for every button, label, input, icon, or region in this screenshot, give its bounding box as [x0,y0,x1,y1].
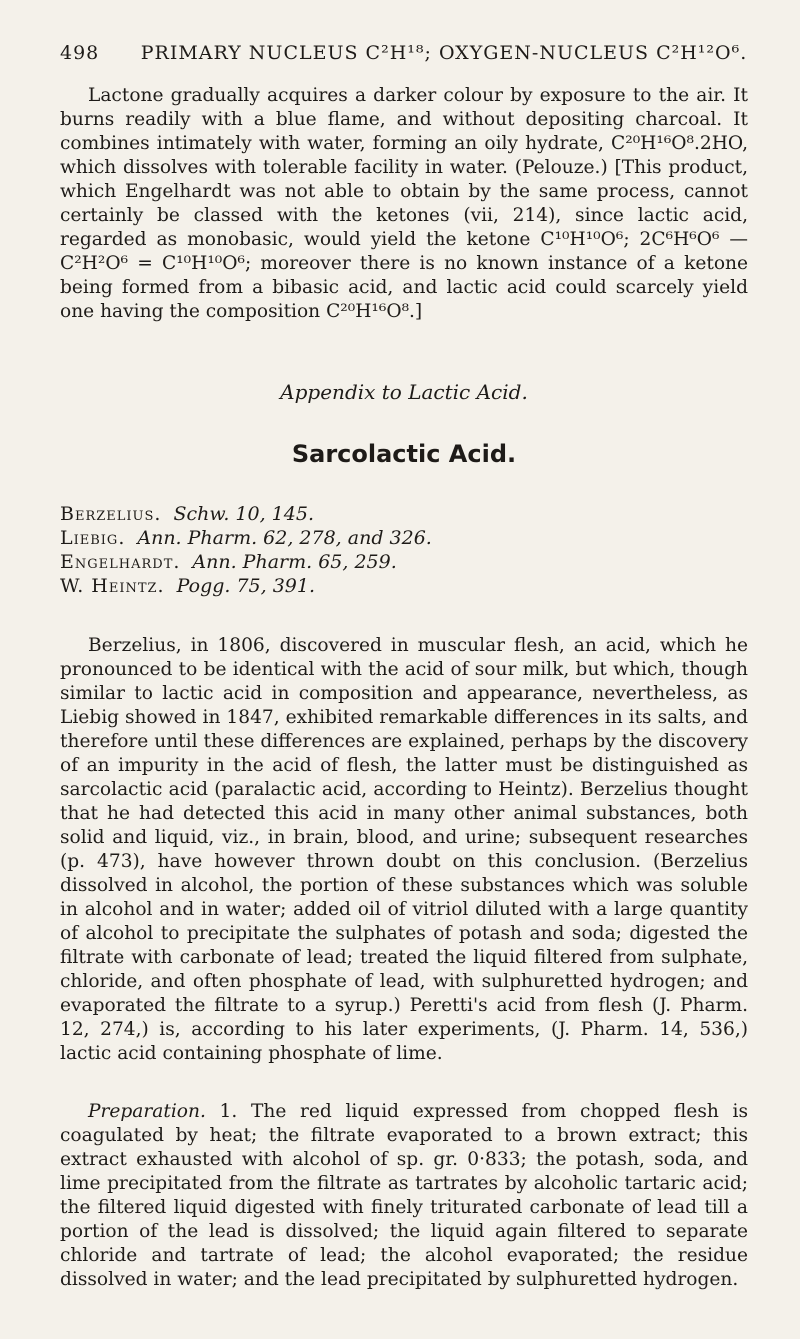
reference-list [60,502,748,598]
paragraph-lactone: Lactone gradually acquires a darker colour by exposure to the air. It burns readily with a blue flame, and without depositing charcoal. It combines intimately with water, forming an oily hydrate, C²⁰H¹⁶O⁸.2HO, which dissolves with tolerable facility in water. (Pelouze.) [This product, which Engelhardt was not able to obtain by the same process, cannot certainly be classed with the ketones (vii, 214), since lactic acid, regarded as monobasic, would yield the ketone C¹⁰H¹⁰O⁶; 2C⁶H⁶O⁶ — C²H²O⁶ = C¹⁰H¹⁰O⁶; moreover there is no known instance of a ketone being formed from a bibasic acid, and lactic acid could scarcely yield one having the composition C²⁰H¹⁶O⁸.] [60,85,748,322]
reference-author: W. Heintz. [60,575,165,597]
reference-author: Liebig. [60,527,126,549]
reference-author: Berzelius. [60,503,162,525]
paragraph-preparation [60,1100,748,1292]
reference-citation: Ann. Pharm. 65, 259. [192,551,397,573]
preparation-lead: Preparation. [88,1101,206,1122]
section-title: Sarcolactic Acid. [291,440,517,468]
reference-item [60,502,748,526]
appendix-heading: Appendix to Lactic Acid. [280,380,528,404]
reference-citation: Schw. 10, 145. [173,503,314,525]
page-number: 498 [60,42,100,64]
reference-item [60,574,748,598]
running-title: PRIMARY NUCLEUS C²H¹⁸; OXYGEN-NUCLEUS C²H¹²O⁶. [140,42,748,64]
reference-citation: Ann. Pharm. 62, 278, and 326. [137,527,432,549]
reference-item [60,550,748,574]
reference-citation: Pogg. 75, 391. [176,575,316,597]
page-header [60,42,748,64]
preparation-text: 1. The red liquid expressed from chopped flesh is coagulated by heat; the filtrate evaporated to a brown extract; this extract exhausted with alcohol of sp. gr. 0·833; the potash, soda, and lime precipitated from the filtrate as tartrates by alcoholic tartaric acid; the filtered liquid digested with finely triturated carbonate of lead till a portion of the lead is dissolved; the liquid again filtered to separate chloride and tartrate of lead; the alcohol evaporated; the residue dissolved in water; and the lead precipitated by sulphuretted hydrogen. [60,1101,748,1290]
page [60,42,748,1292]
paragraph-berzelius: Berzelius, in 1806, discovered in muscular flesh, an acid, which he pronounced to be identical with the acid of sour milk, but which, though similar to lactic acid in composition and appearance, nevertheless, as Liebig showed in 1847, exhibited remarkable differences in its salts, and therefore until these differences are explained, perhaps by the discovery of an impurity in the acid of flesh, the latter must be distinguished as sarcolactic acid (paralactic acid, according to Heintz). Berzelius thought that he had detected this acid in many other animal substances, both solid and liquid, viz., in brain, blood, and urine; subsequent researches (p. 473), have however thrown doubt on this conclusion. (Berzelius dissolved in alcohol, the portion of these substances which was soluble in alcohol and in water; added oil of vitriol diluted with a large quantity of alcohol to precipitate the sulphates of potash and soda; digested the filtrate with carbonate of lead; treated the liquid filtered from sulphate, chloride, and often phosphate of lead, with sulphuretted hydrogen; and evaporated the filtrate to a syrup.) Peretti's acid from flesh (J. Pharm. 12, 274,) is, according to his later experiments, (J. Pharm. 14, 536,) lactic acid containing phosphate of lime. [60,635,748,1064]
reference-author: Engelhardt. [60,551,181,573]
spacer [60,1066,748,1100]
reference-item [60,526,748,550]
